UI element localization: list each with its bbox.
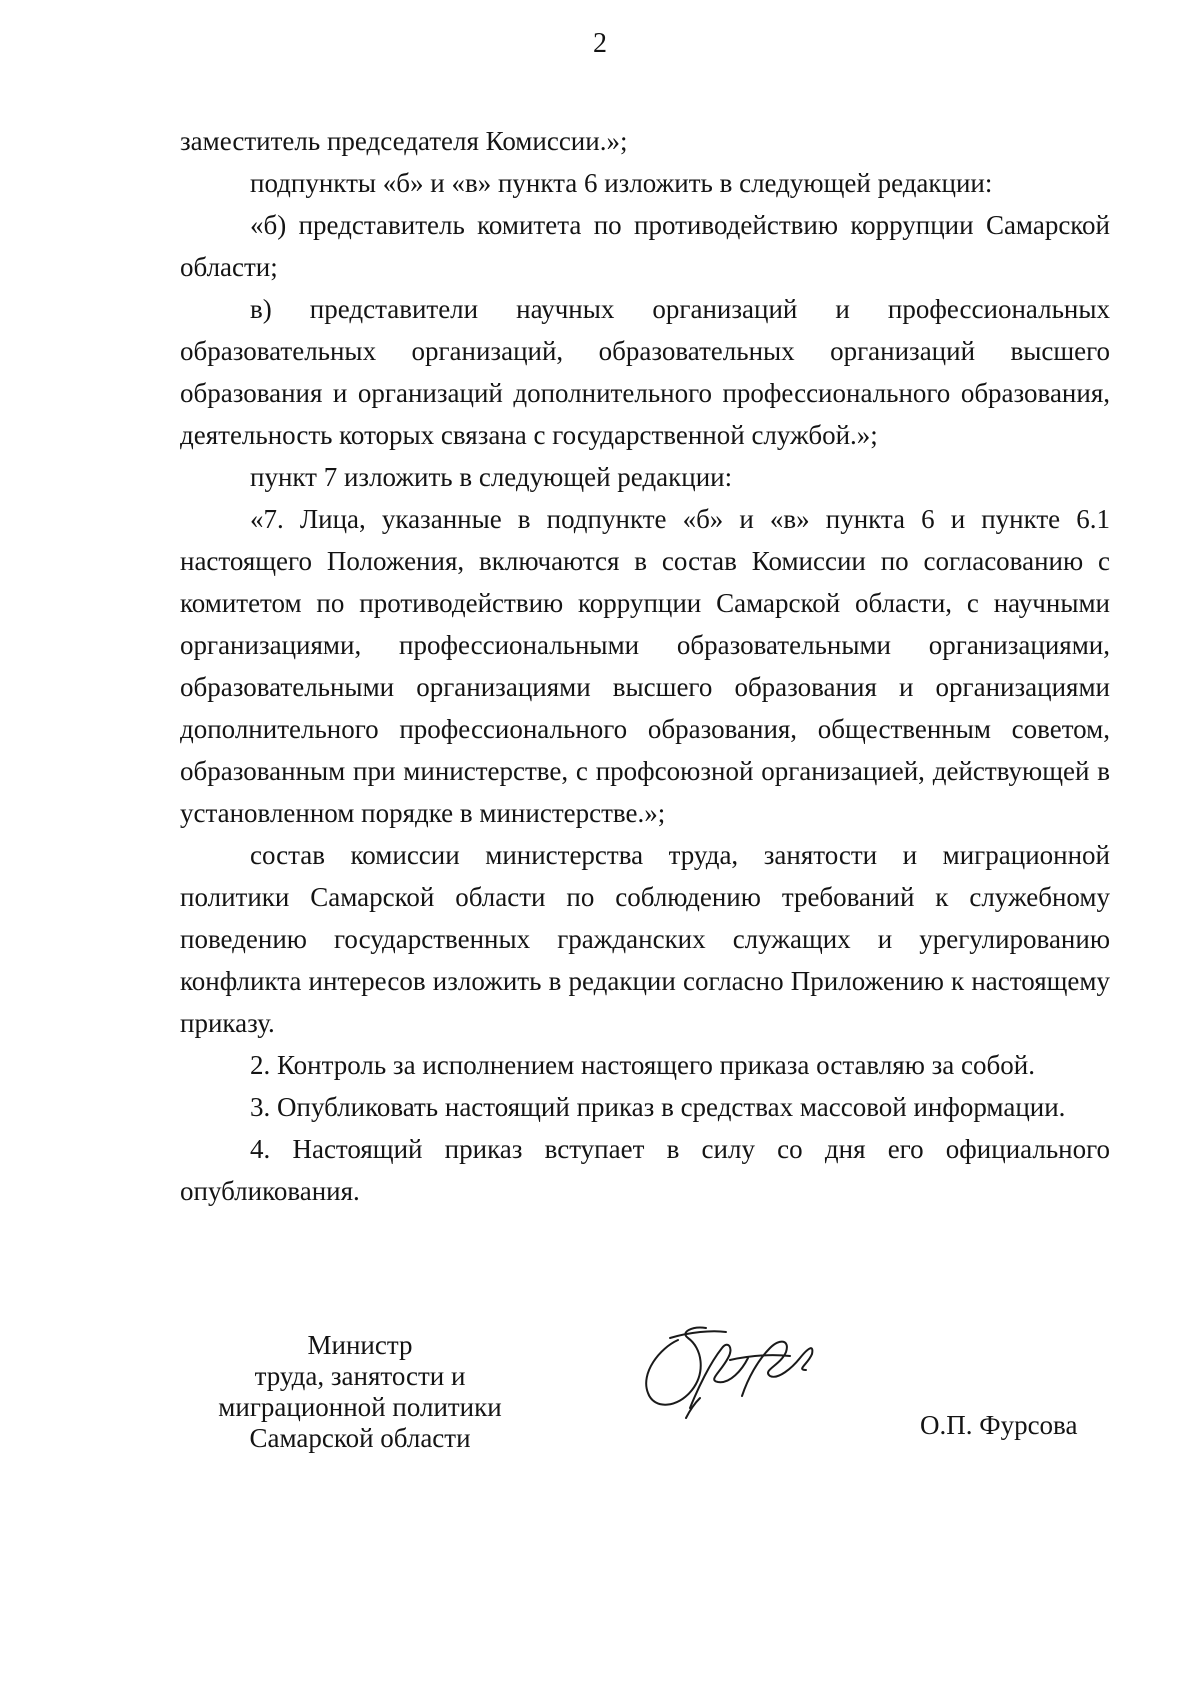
paragraph: пункт 7 изложить в следующей редакции:: [250, 462, 733, 492]
paragraph: 3. Опубликовать настоящий приказ в средствах массовой информации.: [250, 1092, 1066, 1122]
paragraph: 4. Настоящий приказ вступает в силу со дня его официального опубликования.: [180, 1134, 1110, 1206]
paragraph: «7. Лица, указанные в подпункте «б» и «в» пункта 6 и пункте 6.1 настоящего Положения, включаются в состав Комиссии по согласованию с комитетом по противодействию коррупции Самарской области, с научными организациями, профессиональными образовательными организациями, образовательными организациями высшего образования и организациями дополнительного профессионального образования, общественным советом, образованным при министерстве, с профсоюзной организацией, действующей в установленном порядке в министерстве.»;: [180, 504, 1110, 828]
handwritten-signature: [630, 1318, 830, 1428]
position-line: Самарской области: [249, 1423, 471, 1453]
position-line: миграционной политики: [218, 1392, 502, 1422]
signatory-position: [180, 1330, 540, 1454]
page-number: 2: [593, 28, 607, 59]
paragraph: состав комиссии министерства труда, занятости и миграционной политики Самарской области по соблюдению требований к служебному поведению государственных гражданских служащих и урегулированию конфликта интересов изложить в редакции согласно Приложению к настоящему приказу.: [180, 840, 1110, 1038]
paragraph: «б) представитель комитета по противодействию коррупции Самарской области;: [180, 210, 1110, 282]
position-line: труда, занятости и: [254, 1361, 466, 1391]
paragraph: в) представители научных организаций и профессиональных образовательных организаций, образовательных организаций высшего образования и организаций дополнительного профессионального образования, деятельность которых связана с государственной службой.»;: [180, 294, 1110, 450]
paragraph: 2. Контроль за исполнением настоящего приказа оставляю за собой.: [250, 1050, 1035, 1080]
paragraph: заместитель председателя Комиссии.»;: [180, 126, 628, 156]
document-body: [180, 120, 1110, 1212]
position-line: Министр: [307, 1330, 413, 1360]
signer-name: О.П. Фурсова: [920, 1410, 1078, 1440]
paragraph: подпункты «б» и «в» пункта 6 изложить в следующей редакции:: [250, 168, 993, 198]
